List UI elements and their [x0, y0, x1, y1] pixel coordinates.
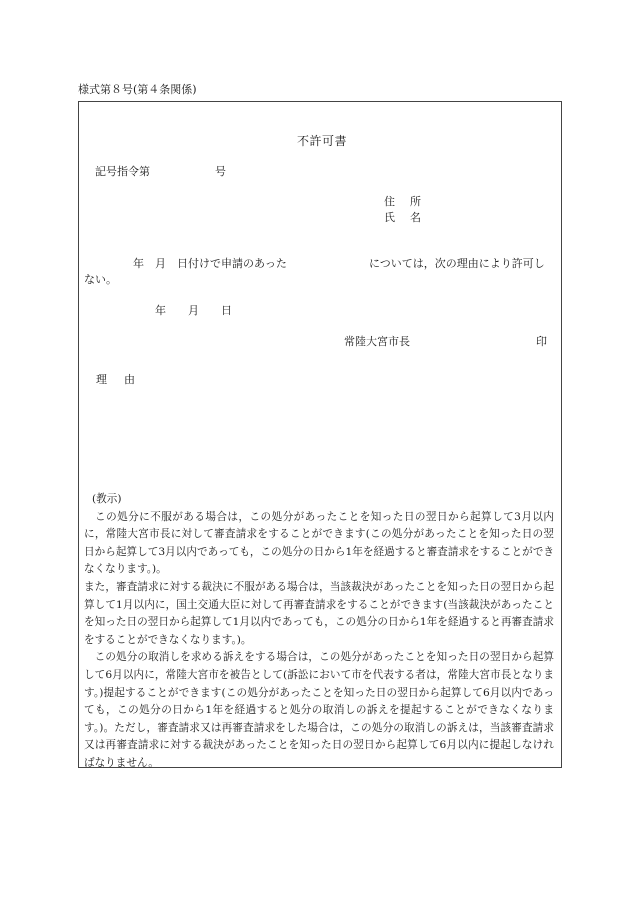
appeal-notice-paragraph-2: また，審査請求に対する裁決に不服がある場合は，当該裁決があったことを知った日の翌日から起算して1月以内に，国土交通大臣に対して再審査請求をすることができます(当該裁決があったことを知った日の翌日から起算して1月以内であっても，この処分の日から1年を経過すると再審査請求をすることができなくなります。)。: [84, 580, 554, 646]
appeal-notice-heading: (教示): [92, 493, 122, 505]
body-text-line1-continuation: については，次の理由により許可し: [369, 257, 545, 270]
appeal-notice-paragraph-1: この処分に不服がある場合は，この処分があったことを知った日の翌日から起算して3月以内に，常陸大宮市長に対して審査請求をすることができます(この処分があったことを知った日の翌日から起算して3月以内であっても，この処分の日から1年を経過すると審査請求をすることができなくなります。)。: [84, 510, 554, 576]
form-caption: 様式第８号(第４条関係): [78, 83, 197, 96]
registration-number-label: 記号指令第: [95, 165, 150, 178]
registration-number-suffix: 号: [215, 165, 226, 178]
document-title: 不許可書: [297, 134, 348, 148]
name-label: 氏 名: [384, 211, 423, 224]
body-text-line2: ない。: [84, 273, 117, 286]
issuer-name: 常陸大宮市長: [344, 335, 410, 348]
body-text-line1: 年 月 日付けで申請のあった: [133, 257, 287, 270]
appeal-notice: [84, 491, 554, 773]
seal-mark: 印: [536, 335, 547, 348]
reason-label: 理 由: [96, 373, 138, 386]
appeal-notice-paragraph-3: この処分の取消しを求める訴えをする場合は，この処分があったことを知った日の翌日から起算して6月以内に，常陸大宮市を被告として(訴訟において市を代表する者は，常陸大宮市長となります。)提起することができます(この処分があったことを知った日の翌日から起算して6月以内であっても，この処分の日から1年を経過すると処分の取消しの訴えを提起することができなくなります。)。ただし，審査請求又は再審査請求をした場合は，この処分の取消しの訴えは，当該審査請求又は再審査請求に対する裁決があったことを知った日の翌日から起算して6月以内に提起しなければなりません。: [84, 651, 554, 769]
issue-date: 年 月 日: [155, 304, 232, 317]
address-label: 住 所: [384, 195, 423, 208]
